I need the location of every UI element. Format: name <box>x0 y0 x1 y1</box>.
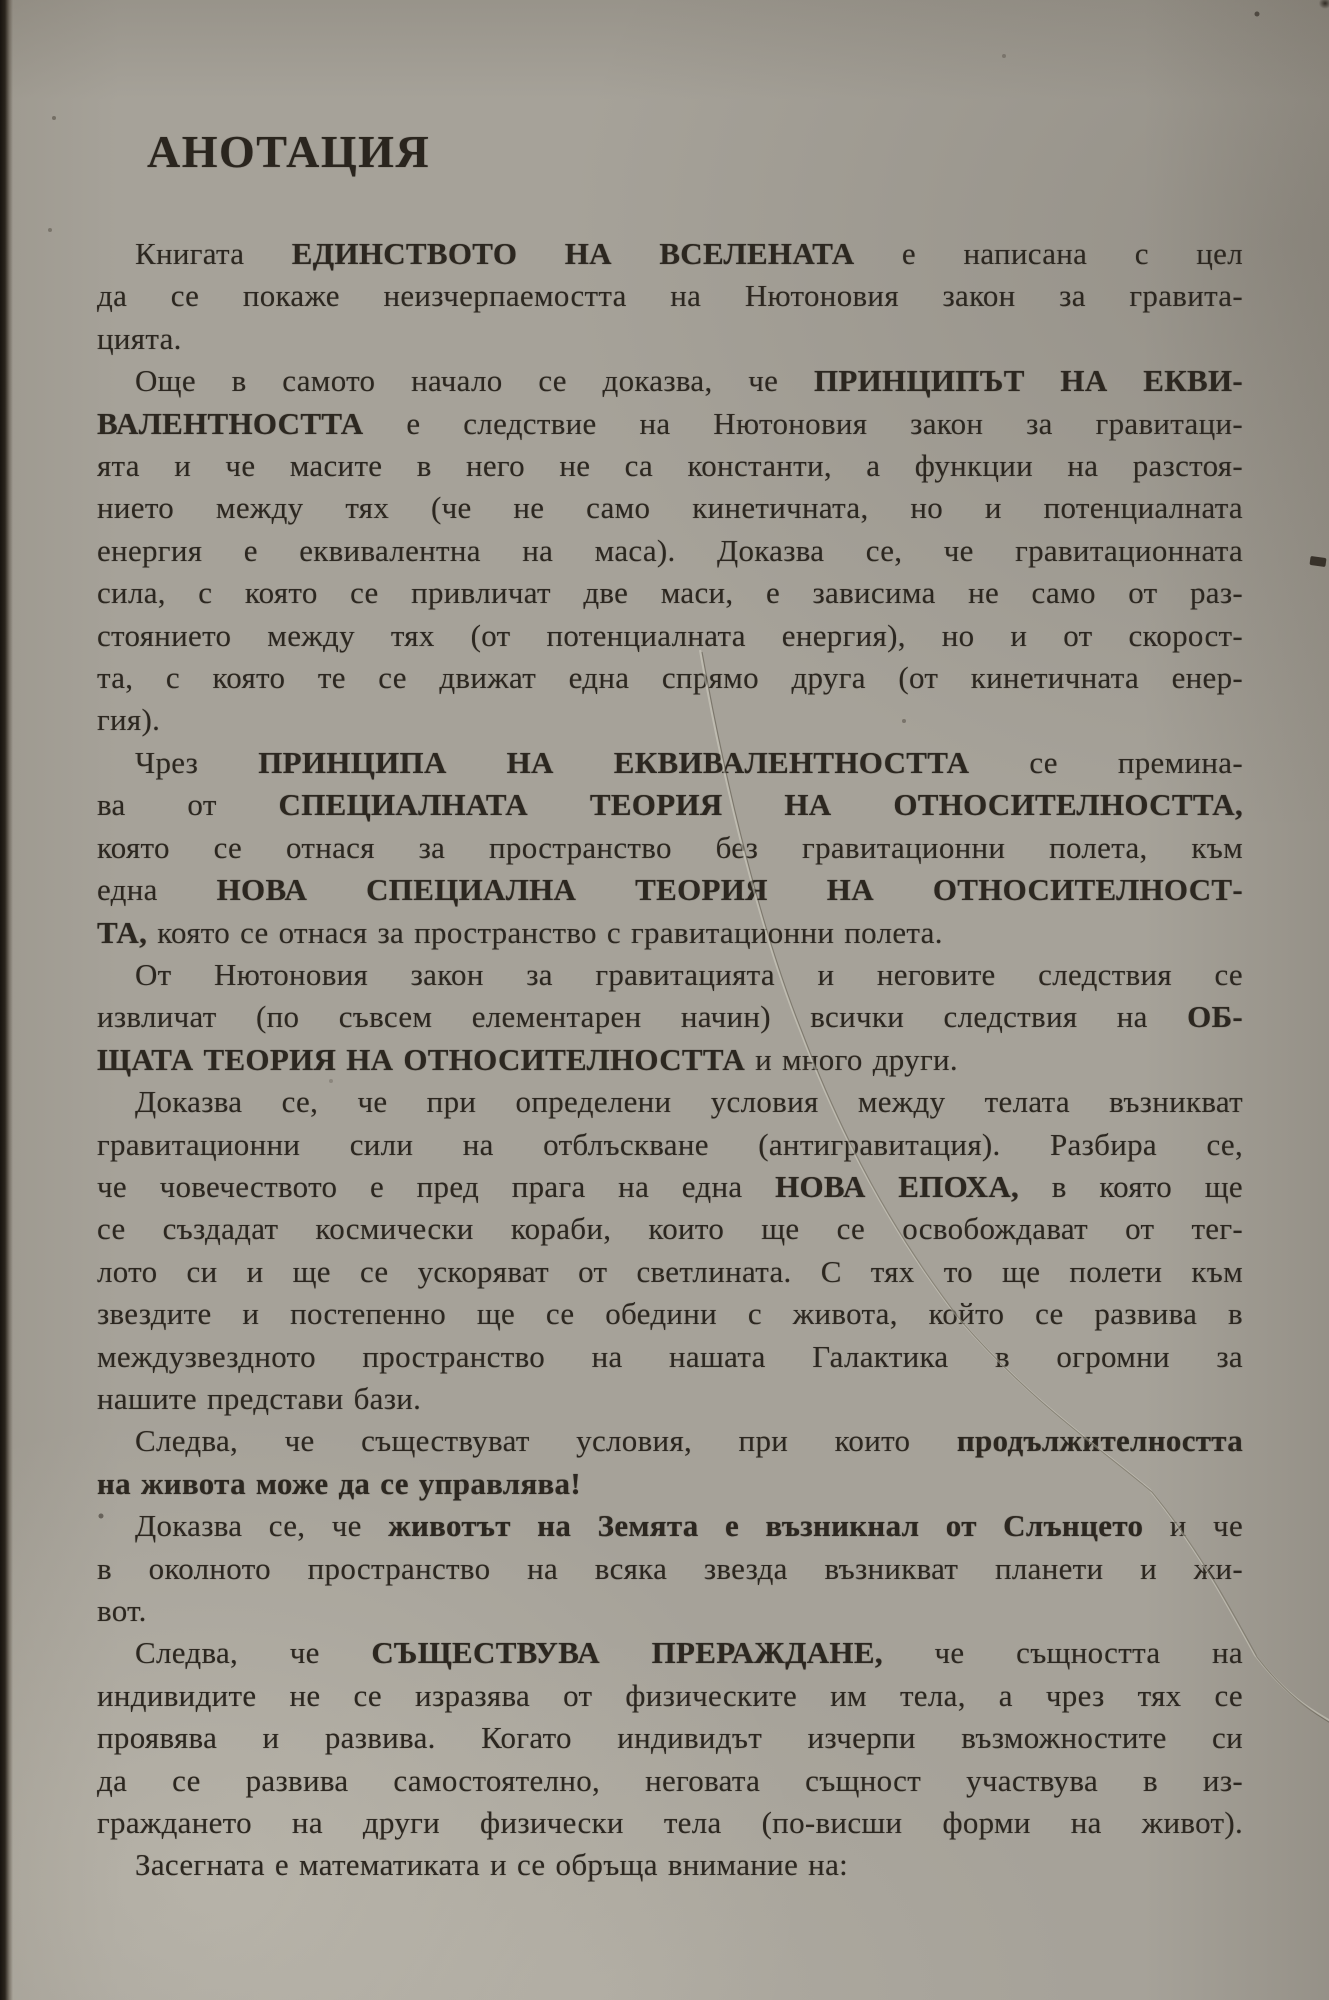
dust-specks <box>0 0 2 2</box>
text-line <box>97 912 1243 954</box>
text-line <box>97 572 1243 614</box>
text-run: една <box>97 872 217 908</box>
text-line <box>97 275 1243 317</box>
text-run: проявява и развива. Когато индивидът изчерпи възможностите си <box>97 1720 1243 1756</box>
bold-text-run: СПЕЦИАЛНАТА ТЕОРИЯ НА ОТНОСИТЕЛНОСТТА, <box>278 787 1243 823</box>
bold-text-run: НОВА ЕПОХА, <box>775 1168 1020 1204</box>
text-run: и много други. <box>745 1041 958 1077</box>
bold-text-run: НОВА СПЕЦИАЛНА ТЕОРИЯ НА ОТНОСИТЕЛНОСТ- <box>216 872 1243 908</box>
text-run: вот. <box>97 1593 147 1628</box>
bold-text-run: животът на Земята е възникнал от Слънцето <box>388 1508 1144 1544</box>
book-gutter-edge <box>0 0 13 2000</box>
bold-text-run: ПРИНЦИПА НА ЕКВИВАЛЕНТНОСТТА <box>258 744 970 780</box>
text-line <box>97 1336 1243 1378</box>
text-run: звездите и постепенно ще се обедини с живота, който се развива в <box>97 1296 1243 1332</box>
text-line <box>97 742 1243 784</box>
text-run: От Нютоновия закон за гравитацията и неговите следствия се <box>135 956 1243 992</box>
text-run: че същността на <box>882 1635 1243 1671</box>
bold-text-run: продължителността <box>956 1423 1243 1459</box>
text-line <box>97 1378 1243 1420</box>
text-run: граждането на други физически тела (по-висши форми на живот). <box>97 1805 1243 1841</box>
text-line <box>97 530 1243 572</box>
bold-text-run: ЩАТА ТЕОРИЯ НА ОТНОСИТЕЛНОСТТА <box>97 1041 746 1077</box>
text-run: която се отнася за пространство с гравитационни полета. <box>147 914 943 950</box>
text-line <box>97 1039 1243 1081</box>
paragraph <box>97 1505 1243 1632</box>
paragraph <box>97 742 1243 954</box>
paragraph <box>97 1632 1243 1844</box>
paragraph <box>97 360 1243 742</box>
text-run: Чрез <box>135 744 259 780</box>
text-run: индивидите не се изразява от физическите им тела, а чрез тях се <box>97 1677 1243 1713</box>
text-line <box>97 657 1243 699</box>
bold-text-run: на живота може да се управлява! <box>97 1465 581 1501</box>
text-line <box>97 1675 1243 1717</box>
text-line <box>97 1717 1243 1759</box>
text-run: гравитационни сили на отблъскване (антигравитация). Разбира се, <box>97 1126 1243 1162</box>
text-line <box>97 615 1243 657</box>
text-line <box>97 1505 1243 1547</box>
text-line <box>97 869 1243 911</box>
text-run: гия). <box>97 702 161 738</box>
text-run: да се покаже неизчерпаемостта на Нютоновия закон за гравита- <box>97 278 1243 314</box>
text-line <box>97 1548 1243 1590</box>
bold-text-run: ПРИНЦИПЪТ НА ЕКВИ- <box>813 363 1244 399</box>
bold-text-run: ТА, <box>97 914 148 950</box>
text-run: енергия е еквивалентна на маса). Доказва се, че гравитационната <box>97 532 1243 568</box>
text-run: нашите представи бази. <box>97 1380 422 1416</box>
text-line <box>97 487 1243 529</box>
text-line <box>97 1251 1243 1293</box>
text-run: се създадат космически кораби, които ще се освобождават от тег- <box>97 1211 1243 1247</box>
text-line <box>97 954 1243 996</box>
text-line <box>97 1166 1243 1208</box>
bold-text-run: СЪЩЕСТВУВА ПРЕРАЖДАНЕ, <box>371 1635 883 1671</box>
bold-text-run: ЕДИНСТВОТО НА ВСЕЛЕНАТА <box>291 236 855 271</box>
top-right-corner-smudge <box>1316 0 1329 11</box>
text-line <box>97 233 1243 275</box>
text-run: цията. <box>97 320 182 356</box>
text-run: Следва, че съществуват условия, при които <box>135 1423 957 1459</box>
text-line <box>97 1760 1243 1802</box>
text-run: е следствие на Нютоновия закон за гравитаци- <box>363 405 1243 441</box>
text-run: нието между тях (че не само кинетичната, но и потенциалната <box>97 490 1243 526</box>
text-run: е написана с цел <box>854 236 1243 271</box>
text-line <box>97 996 1243 1038</box>
text-run: в околното пространство на всяка звезда възникват планети и жи- <box>97 1550 1243 1586</box>
text-line <box>97 827 1243 869</box>
text-line <box>97 1802 1243 1844</box>
text-line <box>97 1632 1243 1674</box>
text-line <box>97 1590 1243 1632</box>
text-line <box>97 445 1243 487</box>
text-run: да се развива самостоятелно, неговата същност участвува в из- <box>97 1762 1243 1798</box>
paragraph <box>97 1420 1243 1505</box>
text-run: Следва, че <box>135 1635 372 1671</box>
paragraph <box>97 1844 1243 1886</box>
text-run: стоянието между тях (от потенциалната енергия), но и от скорост- <box>97 617 1243 653</box>
text-run: Засегната е математиката и се обръща внимание на: <box>135 1847 849 1883</box>
text-run: и че <box>1143 1508 1243 1544</box>
text-line <box>97 699 1243 741</box>
text-line <box>97 1463 1243 1505</box>
text-line <box>97 784 1243 826</box>
text-run: ята и че масите в него не са константи, а функции на разстоя- <box>97 448 1243 484</box>
paragraph <box>97 1081 1243 1420</box>
text-run: която се отнася за пространство без гравитационни полета, към <box>97 829 1243 865</box>
text-run: извличат (по съвсем елементарен начин) всички следствия на <box>97 999 1188 1035</box>
text-run: в която ще <box>1019 1168 1243 1204</box>
text-run: междузвездното пространство на нашата Галактика в огромни за <box>97 1338 1243 1374</box>
text-run: Доказва се, че <box>135 1508 389 1544</box>
text-line <box>97 1208 1243 1250</box>
text-run: Още в самото начало се доказва, че <box>135 363 814 399</box>
bold-text-run: ОБ- <box>1187 999 1243 1035</box>
paragraphs-block <box>97 233 1243 1887</box>
paragraph <box>97 233 1243 360</box>
text-run: та, с която те се движат една спрямо друга (от кинетичната енер- <box>97 660 1243 696</box>
text-line <box>97 1420 1243 1462</box>
text-line <box>97 1124 1243 1166</box>
text-line <box>97 1844 1243 1886</box>
page-title: АНОТАЦИЯ <box>147 126 431 177</box>
text-line <box>97 1293 1243 1335</box>
text-run: Доказва се, че при определени условия между телата възникват <box>135 1084 1243 1120</box>
text-run: ва от <box>97 787 279 823</box>
text-run: сила, с която се привличат две маси, е зависима не само от раз- <box>97 575 1243 611</box>
bold-text-run: ВАЛЕНТНОСТТА <box>97 405 364 441</box>
paragraph <box>97 954 1243 1081</box>
text-run: че човечеството е пред прага на една <box>97 1168 776 1204</box>
text-block <box>97 233 1243 1887</box>
text-line <box>97 360 1243 402</box>
text-run: лото си и ще се ускоряват от светлината. С тях то ще полети към <box>97 1253 1243 1289</box>
text-run: се премина- <box>969 744 1243 780</box>
text-line <box>97 1081 1243 1123</box>
text-run: Книгата <box>135 236 292 271</box>
text-line <box>97 403 1243 445</box>
text-line <box>97 318 1243 360</box>
